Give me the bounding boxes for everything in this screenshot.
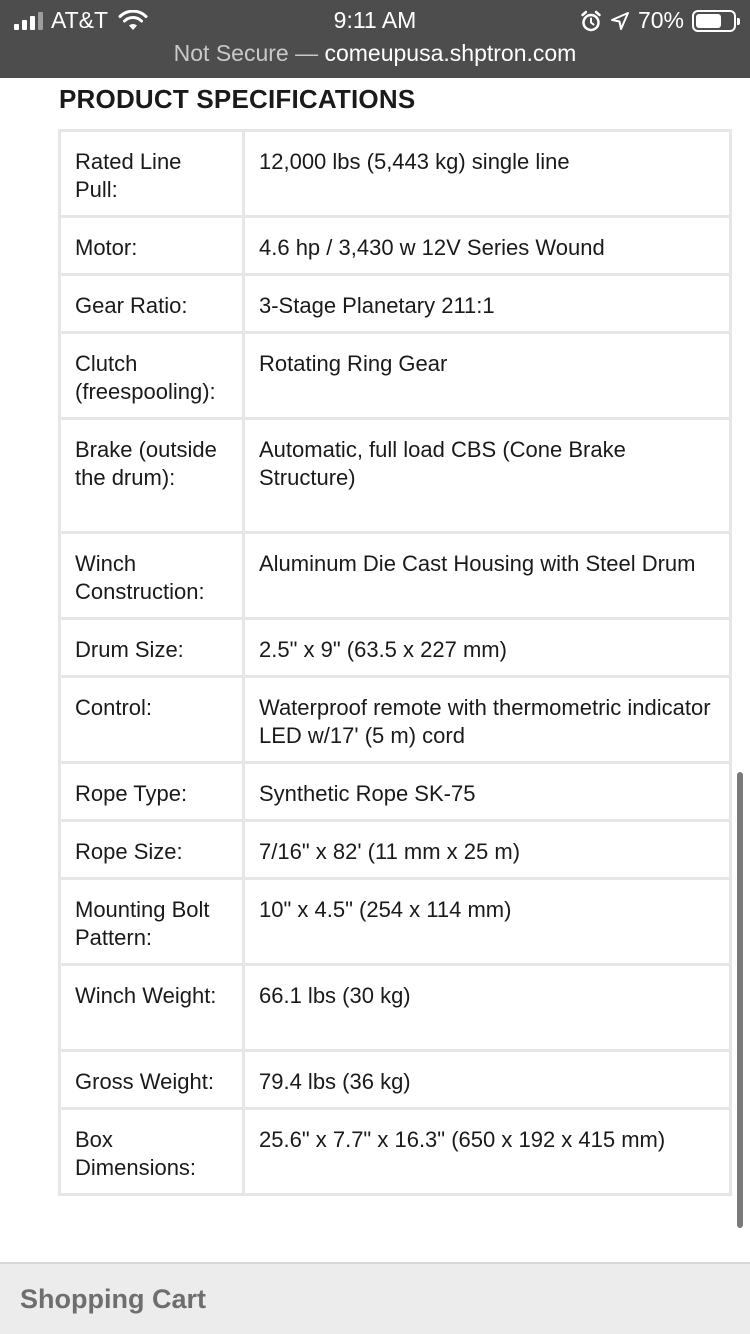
battery-level-fill xyxy=(696,14,721,28)
clock: 9:11 AM xyxy=(333,7,417,33)
alarm-icon xyxy=(580,10,602,32)
browser-top-bar xyxy=(0,0,750,78)
spec-value: Rotating Ring Gear xyxy=(244,333,731,419)
shopping-cart-title[interactable]: Shopping Cart xyxy=(20,1284,206,1314)
section-title: PRODUCT SPECIFICATIONS xyxy=(59,84,416,114)
specifications-table xyxy=(58,129,732,1196)
table-row xyxy=(60,677,731,763)
page-scrollbar[interactable] xyxy=(737,772,743,1228)
spec-value: 10" x 4.5" (254 x 114 mm) xyxy=(244,879,731,965)
spec-label: Brake (outside the drum): xyxy=(60,419,244,533)
spec-value: 2.5" x 9" (63.5 x 227 mm) xyxy=(244,619,731,677)
table-row xyxy=(60,217,731,275)
spec-label: Rope Type: xyxy=(60,763,244,821)
table-row xyxy=(60,1051,731,1109)
spec-label: Winch Construction: xyxy=(60,533,244,619)
spec-label: Rated Line Pull: xyxy=(60,131,244,217)
status-bar xyxy=(0,0,750,40)
location-icon xyxy=(610,11,630,31)
table-row xyxy=(60,419,731,533)
shopping-cart-bar[interactable] xyxy=(0,1262,750,1334)
table-row xyxy=(60,965,731,1051)
table-row xyxy=(60,763,731,821)
status-right-group xyxy=(580,7,736,34)
spec-value: Automatic, full load CBS (Cone Brake Structure) xyxy=(244,419,731,533)
table-row xyxy=(60,619,731,677)
spec-value: 7/16" x 82' (11 mm x 25 m) xyxy=(244,821,731,879)
spec-value: Aluminum Die Cast Housing with Steel Drum xyxy=(244,533,731,619)
battery-icon xyxy=(692,10,736,32)
spec-label: Control: xyxy=(60,677,244,763)
spec-value: Waterproof remote with thermometric indicator LED w/17' (5 m) cord xyxy=(244,677,731,763)
spec-value: 66.1 lbs (30 kg) xyxy=(244,965,731,1051)
spec-value: 4.6 hp / 3,430 w 12V Series Wound xyxy=(244,217,731,275)
table-row xyxy=(60,821,731,879)
spec-label: Gear Ratio: xyxy=(60,275,244,333)
table-row xyxy=(60,879,731,965)
spec-label: Motor: xyxy=(60,217,244,275)
spec-label: Mounting Bolt Pattern: xyxy=(60,879,244,965)
spec-label: Winch Weight: xyxy=(60,965,244,1051)
table-row xyxy=(60,275,731,333)
spec-value: 79.4 lbs (36 kg) xyxy=(244,1051,731,1109)
spec-value: 12,000 lbs (5,443 kg) single line xyxy=(244,131,731,217)
address-bar[interactable] xyxy=(0,40,750,67)
table-row xyxy=(60,333,731,419)
spec-label: Box Dimensions: xyxy=(60,1109,244,1195)
table-row xyxy=(60,1109,731,1195)
carrier-name: AT&T xyxy=(51,7,109,33)
spec-label: Gross Weight: xyxy=(60,1051,244,1109)
spec-label: Clutch (freespooling): xyxy=(60,333,244,419)
table-row xyxy=(60,533,731,619)
spec-value: 3-Stage Planetary 211:1 xyxy=(244,275,731,333)
spec-value: Synthetic Rope SK-75 xyxy=(244,763,731,821)
spec-label: Drum Size: xyxy=(60,619,244,677)
battery-percentage: 70% xyxy=(637,7,684,33)
security-indicator[interactable]: Not Secure — xyxy=(173,40,319,66)
table-row xyxy=(60,131,731,217)
spec-value: 25.6" x 7.7" x 16.3" (650 x 192 x 415 mm) xyxy=(244,1109,731,1195)
url-domain[interactable]: comeupusa.shptron.com xyxy=(324,40,577,66)
spec-label: Rope Size: xyxy=(60,821,244,879)
